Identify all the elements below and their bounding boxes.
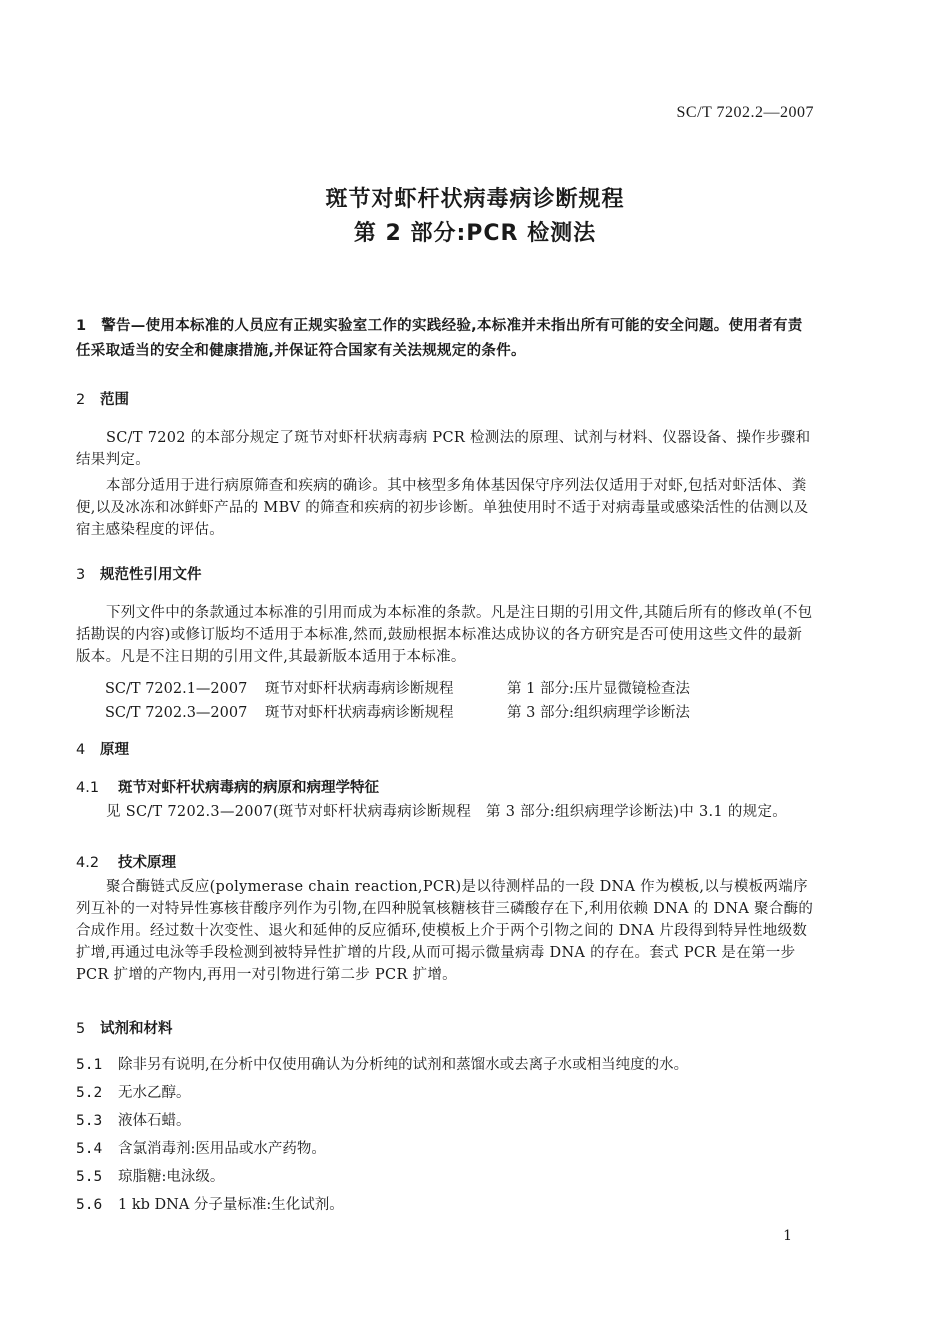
section-3-heading bbox=[76, 563, 202, 584]
item-text: 1 kb DNA 分子量标准:生化试剂。 bbox=[118, 1197, 344, 1213]
scope-paragraph-2: 本部分适用于进行病原筛查和疾病的确诊。其中核型多角体基因保守序列法仅适用于对虾,包括对虾活体、粪便,以及冰冻和冰鲜虾产品的 MBV 的筛查和疾病的初步诊断。单独使用时不适于对病毒量或感染活性的估测以及宿主感染程度的评估。 bbox=[76, 478, 809, 538]
section-4-2-paragraph: 聚合酶链式反应(polymerase chain reaction,PCR)是以待测样品的一段 DNA 作为模板,以与模板两端序列互补的一对特异性寡核苷酸序列作为引物,在四种脱氧核糖核苷三磷酸存在下,利用依赖 DNA 的 DNA 聚合酶的合成作用。经过数十次变性、退火和延伸的反应循环,使模板上介于两个引物之间的 DNA 片段得到特异性地级数扩增,再通过电泳等手段检测到被特异性扩增的片段,从而可揭示微量病毒 DNA 的存在。套式 PCR 是在第一步 PCR 扩增的产物内,再用一对引物进行第二步 PCR 扩增。 bbox=[76, 879, 814, 983]
warning-paragraph: 1 警告—使用本标准的人员应有正规实验室工作的实践经验,本标准并未指出所有可能的安全问题。使用者有责任采取适当的安全和健康措施,并保证符合国家有关法规规定的条件。 bbox=[76, 318, 803, 359]
reference-code: SC/T 7202.1—2007 bbox=[105, 681, 248, 697]
reference-name: 斑节对虾杆状病毒病诊断规程 bbox=[265, 681, 454, 697]
item-text: 无水乙醇。 bbox=[118, 1085, 191, 1101]
section-title: 试剂和材料 bbox=[100, 1021, 173, 1037]
section-title: 斑节对虾杆状病毒病的病原和病理学特征 bbox=[118, 780, 379, 796]
section-title: 技术原理 bbox=[118, 855, 176, 871]
section-2-heading bbox=[76, 388, 129, 409]
reference-part: 第 3 部分:组织病理学诊断法 bbox=[507, 705, 690, 721]
section-number: 2 bbox=[76, 392, 86, 408]
reference-name: 斑节对虾杆状病毒病诊断规程 bbox=[265, 705, 454, 721]
list-item bbox=[76, 1053, 688, 1074]
reference-entry bbox=[105, 701, 690, 722]
item-text: 琼脂糖:电泳级。 bbox=[118, 1169, 225, 1185]
document-title bbox=[0, 183, 950, 251]
section-title: 规范性引用文件 bbox=[100, 567, 202, 583]
section-5-heading bbox=[76, 1017, 173, 1038]
section-number: 5 bbox=[76, 1021, 86, 1037]
section-number: 4.1 bbox=[76, 780, 100, 796]
section-number: 3 bbox=[76, 567, 86, 583]
list-item bbox=[76, 1081, 191, 1102]
item-number: 5.1 bbox=[76, 1057, 103, 1073]
item-number: 5.3 bbox=[76, 1113, 103, 1129]
title-line-2: 第 2 部分:PCR 检测法 bbox=[353, 221, 597, 246]
page-number: 1 bbox=[783, 1228, 792, 1244]
references-paragraph: 下列文件中的条款通过本标准的引用而成为本标准的条款。凡是注日期的引用文件,其随后所有的修改单(不包括勘误的内容)或修订版均不适用于本标准,然而,鼓励根据本标准达成协议的各方研究是否可使用这些文件的最新版本。凡是不注日期的引用文件,其最新版本适用于本标准。 bbox=[76, 605, 813, 665]
section-title: 范围 bbox=[100, 392, 129, 408]
standard-code: SC/T 7202.2—2007 bbox=[676, 104, 814, 121]
scope-paragraph-1: SC/T 7202 的本部分规定了斑节对虾杆状病毒病 PCR 检测法的原理、试剂与材料、仪器设备、操作步骤和结果判定。 bbox=[76, 430, 811, 468]
item-number: 5.5 bbox=[76, 1169, 103, 1185]
section-number: 4 bbox=[76, 742, 86, 758]
item-text: 液体石蜡。 bbox=[118, 1113, 191, 1129]
list-item bbox=[76, 1165, 224, 1186]
section-4-heading bbox=[76, 738, 129, 759]
list-item bbox=[76, 1109, 191, 1130]
list-item bbox=[76, 1137, 326, 1158]
item-text: 除非另有说明,在分析中仅使用确认为分析纯的试剂和蒸馏水或去离子水或相当纯度的水。 bbox=[118, 1057, 689, 1073]
list-item bbox=[76, 1193, 344, 1214]
section-4-1-heading bbox=[76, 776, 379, 797]
title-line-1: 斑节对虾杆状病毒病诊断规程 bbox=[325, 187, 625, 212]
reference-entry bbox=[105, 677, 690, 698]
section-4-1-paragraph: 见 SC/T 7202.3—2007(斑节对虾杆状病毒病诊断规程 第 3 部分:组织病理学诊断法)中 3.1 的规定。 bbox=[106, 804, 788, 820]
section-title: 原理 bbox=[100, 742, 129, 758]
item-number: 5.6 bbox=[76, 1197, 103, 1213]
item-text: 含氯消毒剂:医用品或水产药物。 bbox=[118, 1141, 326, 1157]
item-number: 5.4 bbox=[76, 1141, 103, 1157]
section-number: 4.2 bbox=[76, 855, 100, 871]
reference-code: SC/T 7202.3—2007 bbox=[105, 705, 248, 721]
section-4-2-heading bbox=[76, 851, 176, 872]
item-number: 5.2 bbox=[76, 1085, 103, 1101]
reference-part: 第 1 部分:压片显微镜检查法 bbox=[507, 681, 690, 697]
